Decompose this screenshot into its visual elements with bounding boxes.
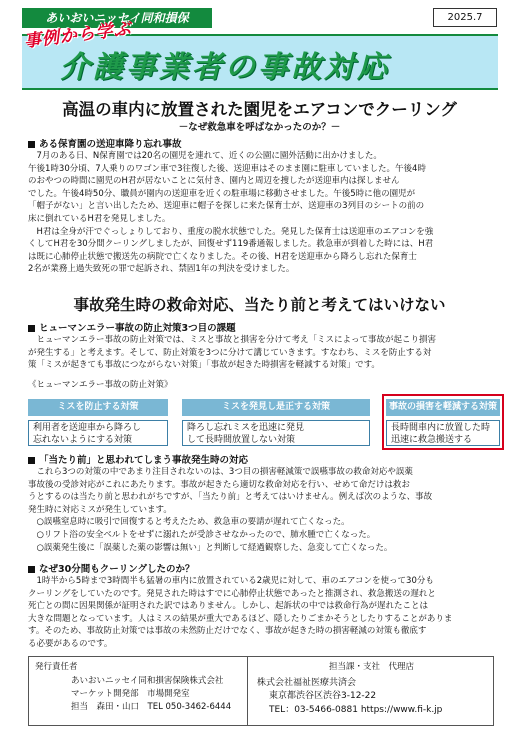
publisher-contact: 担当 森田・山口 TEL 050-3462-6444 <box>71 702 232 712</box>
text-line: これら3つの対策の中であまり注目されないのは、3つ目の損害軽減策で誤嚥事故の救命対応や誤薬 <box>28 467 413 477</box>
section3-heading-text: 「当たり前」と思われてしまう事故発生時の対応 <box>39 455 249 466</box>
section2-heading-text: ヒューマンエラー事故の防止対策3つ目の課題 <box>39 323 236 334</box>
section-title: 事故発生時の救命対応、当たり前と考えてはいけない <box>73 296 446 314</box>
text-line: 死亡との間に因果関係が証明された訳ではありません。しかし、起訴状の中では救命行為が遅れたことは <box>28 601 429 612</box>
publisher-company: あいおいニッセイ同和損害保険株式会社 <box>71 676 224 686</box>
text-line: 忘れないようにする対策 <box>33 435 133 445</box>
section4-text <box>28 575 494 651</box>
brand-banner: あいおいニッセイ同和損保 <box>22 8 212 28</box>
newsletter-header <box>0 0 519 92</box>
table-caption: 《ヒューマンエラー事故の防止対策》 <box>28 380 173 390</box>
newsletter-subtitle: 事例から学ぶ <box>23 18 133 52</box>
newsletter-title: 介護事業者の事故対応 <box>60 50 390 85</box>
measure-2-body <box>182 420 370 446</box>
text-line: 午後1時30分頃、7人乗りのワゴン車で3往復した後、送迎車はそのまま園に駐車していました。午後4時 <box>28 163 426 174</box>
text-line: 事故後の受診対応がこれにあたります。事故が起きたら適切な救命対応を行い、せめて命だけは救お <box>28 479 410 490</box>
text-line: 「帽子がない」と言い出したため、送迎車に帽子を探しに来た保育士が、送迎車の3列目のシートの前の <box>28 201 425 212</box>
article-subheadline: －なぜ救急車を呼ばなかったのか？－ <box>178 122 341 133</box>
section3-heading <box>28 452 248 466</box>
text-line: 利用者を送迎車から降ろし <box>33 423 142 433</box>
text-line: クーリングをしていたのです。発見された時はすでに心肺停止状態であったと推測され、救急搬送の遅れと <box>28 588 436 599</box>
text-line: でした。午後4時50分、職員が園内の送迎車を近くの駐車場に移動させました。午後5時に他の園児が <box>28 188 416 199</box>
agency-name: 株式会社福祉医療共済会 <box>257 678 357 688</box>
highlight-frame <box>382 394 504 450</box>
agency-address: 東京都渋谷区渋谷3-12-22 <box>269 691 377 701</box>
text-line: 床に倒れているH君を発見しました。 <box>28 213 171 224</box>
text-line: 2名が業務上過失致死の罪で起訴され、禁固1年の判決を受けました。 <box>28 264 295 275</box>
footer-divider <box>247 657 248 725</box>
square-bullet-icon <box>28 141 35 148</box>
case-heading <box>28 136 182 150</box>
section4-heading <box>28 561 195 575</box>
text-line: 降ろし忘れミスを迅速に発見 <box>187 423 305 433</box>
text-line: す。そのため、事故防止対策では事故の未然防止だけでなく、事故が起きた時の損害軽減の対策も徹底す <box>28 626 427 637</box>
measure-3-head: 事故の損害を軽減する対策 <box>386 399 500 416</box>
text-line: ○リフト浴の安全ベルトをせずに溺れたが受診させなかったので、肺水腫で亡くなった。 <box>28 529 376 540</box>
measure-1-head: ミスを防止する対策 <box>28 399 168 416</box>
section2-text <box>28 334 494 372</box>
text-line: のおやつの時間に園児のH君が居ないことに気付き、園内と周辺を捜したが送迎車内は探しません <box>28 176 400 187</box>
text-line: 迅速に救急搬送する <box>391 435 473 445</box>
text-line: うとするのは当たり前と思われがちですが、「当たり前」と考えてはいけません。例えば次のような、事故 <box>28 492 433 503</box>
case-heading-text: ある保育園の送迎車降り忘れ事故 <box>39 139 182 150</box>
article-headline: 高温の車内に放置された園児をエアコンでクーリング <box>62 100 457 119</box>
section2-heading <box>28 320 236 334</box>
text-line: が発生する」と考えます。そして、防止対策を3つに分けて講じていきます。すなわち、ミスを防止する対 <box>28 347 432 358</box>
measure-2-head: ミスを発見し是正する対策 <box>182 399 370 416</box>
issue-date: 2025.7 <box>433 8 497 27</box>
agency-label: 担当課・支社 代理店 <box>329 662 415 672</box>
case-text <box>28 150 494 276</box>
text-line: 7月のある日、N保育園では20名の園児を連れて、近くの公園に園外活動に出かけました。 <box>28 151 382 161</box>
measure-1-body <box>28 420 168 446</box>
text-line: 1時半から5時まで3時間半も猛暑の車内に放置されている2歳児に対して、車のエアコンを使って30分も <box>28 576 434 586</box>
agency-contact: TEL：03-5466-0881 https://www.fi-k.jp <box>269 705 443 715</box>
section3-text <box>28 466 494 554</box>
footer-box <box>28 656 494 726</box>
text-line: ○誤嚥窒息時に吸引で回復すると考えたため、救急車の要請が遅れて亡くなった。 <box>28 517 350 528</box>
text-line: 策「ミスが起きても事故につながらない対策」「事故が起きた時損害を軽減する対策」です。 <box>28 360 380 371</box>
text-line: H君は全身が汗でぐっしょりしており、重度の脱水状態でした。発見した保育士は送迎車のエアコンを強 <box>28 226 434 237</box>
text-line: ○誤薬発生後に「誤薬した薬の影響は無い」と判断して経過観察した、急変して亡くなった。 <box>28 542 393 553</box>
square-bullet-icon <box>28 457 35 464</box>
text-line: くしてH君を30分間クーリングしましたが、回復せず119番通報しました。救急車が到着した時には、H君 <box>28 239 434 250</box>
section4-heading-text: なぜ30分間もクーリングしたのか？ <box>39 564 195 575</box>
text-line: 長時間車内に放置した時 <box>391 423 491 433</box>
text-line: る必要があるのです。 <box>28 638 113 649</box>
text-line: して長時間放置しない対策 <box>187 435 296 445</box>
square-bullet-icon <box>28 325 35 332</box>
text-line: は既に心肺停止状態で搬送先の病院で亡くなりました。その後、H君を送迎車から降ろし忘れた保育士 <box>28 251 417 262</box>
square-bullet-icon <box>28 566 35 573</box>
text-line: ヒューマンエラー事故の防止対策では、ミスと事故と損害を分けて考え「ミスによって事故が起こり損害 <box>28 335 437 345</box>
publisher-label: 発行責任者 <box>35 662 78 672</box>
text-line: 発生時に対応ミスが発生しています。 <box>28 504 172 515</box>
text-line: 大きな問題となっています。人はミスの結果が重大であるほど、隠したりごまかそうとしたりすることがありま <box>28 613 453 624</box>
publisher-dept: マーケット開発部 市場開発室 <box>71 689 190 699</box>
